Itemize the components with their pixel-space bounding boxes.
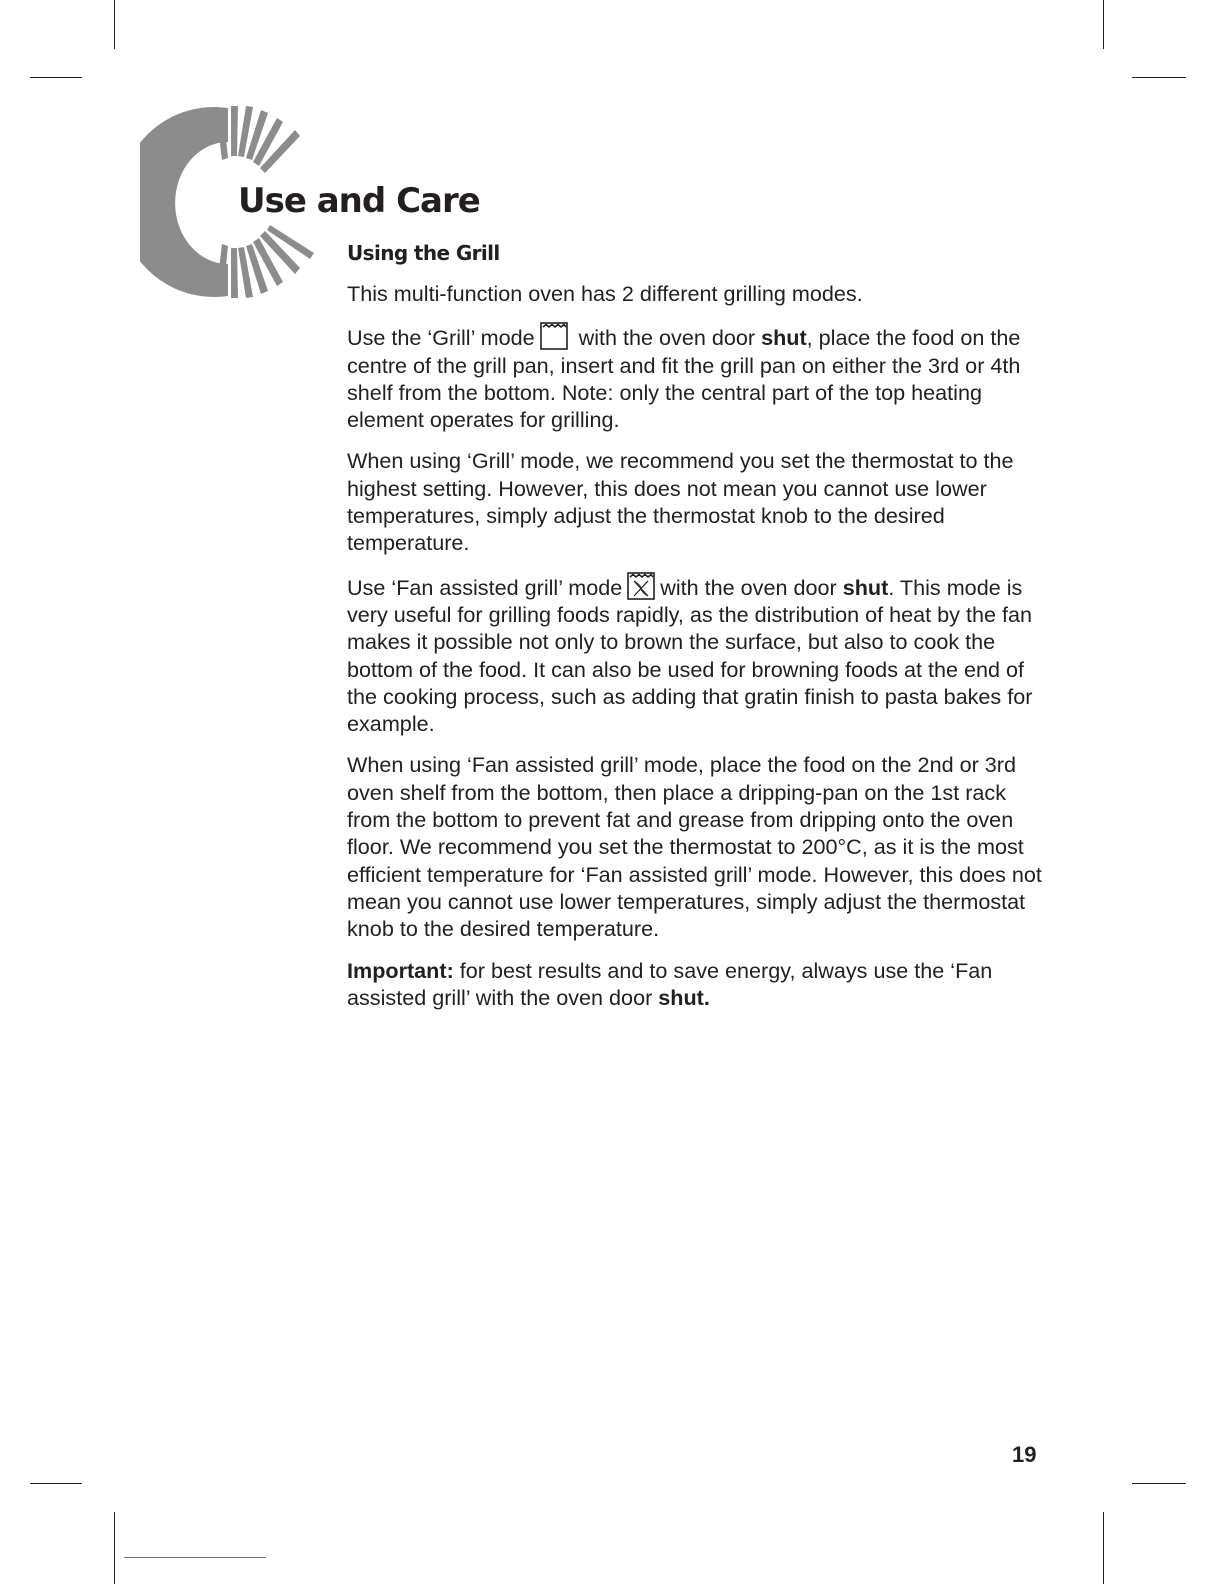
crop-mark-right-bottom	[1132, 1483, 1186, 1484]
section-title: Use and Care	[238, 178, 486, 224]
paragraph-intro: This multi-function oven has 2 different grilling modes.	[347, 281, 863, 306]
crop-mark-top-left	[114, 0, 115, 49]
crop-mark-left-bottom	[30, 1483, 82, 1484]
page-number: 19	[1012, 1442, 1037, 1467]
crop-mark-bottom-left	[114, 1512, 115, 1584]
grill-mode-icon	[539, 321, 569, 351]
body-content	[347, 280, 1052, 1025]
crop-mark-top-right	[1103, 0, 1104, 49]
subtitle: Using the Grill	[347, 241, 500, 265]
paragraph-grill-thermostat: When using ‘Grill’ mode, we recommend you set the thermostat to the highest setting. However, this does not mean you cannot use lower temperatures, simply adjust the thermostat knob to the desired temperature.	[347, 448, 1014, 556]
paragraph-grill-mode: Use the ‘Grill’ mode with the oven door shut, place the food on the centre of the grill pan, insert and fit the grill pan on either the 3rd or 4th shelf from the bottom. Note: only the central part of the top heating element operates for grilling.	[347, 321, 1052, 433]
paragraph-important: Important: for best results and to save energy, always use the ‘Fan assisted grill’ with the oven door shut.	[347, 957, 993, 1010]
bottom-rule	[124, 1557, 266, 1558]
paragraph-fan-grill-mode: Use ‘Fan assisted grill’ mode with the oven door shut. This mode is very useful for grilling foods rapidly, as the distribution of heat by the fan makes it possible not only to brown the surface, but also to cook the bottom of the food. It can also be used for browning foods at the end of the cooking process, such as adding that gratin finish to pasta bakes for example.	[347, 571, 1052, 738]
fan-assisted-grill-icon	[626, 571, 656, 601]
crop-mark-left-top	[30, 77, 82, 78]
crop-mark-bottom-right	[1103, 1512, 1104, 1584]
crop-mark-right-top	[1132, 77, 1186, 78]
paragraph-fan-grill-placement: When using ‘Fan assisted grill’ mode, place the food on the 2nd or 3rd oven shelf from the bottom, then place a dripping-pan on the 1st rack from the bottom to prevent fat and grease from dripping onto the oven floor. We recommend you set the thermostat to 200°C, as it is the most efficient temperature for ‘Fan assisted grill’ mode. However, this does not mean you cannot use lower temperatures, simply adjust the thermostat knob to the desired temperature.	[347, 752, 1042, 942]
